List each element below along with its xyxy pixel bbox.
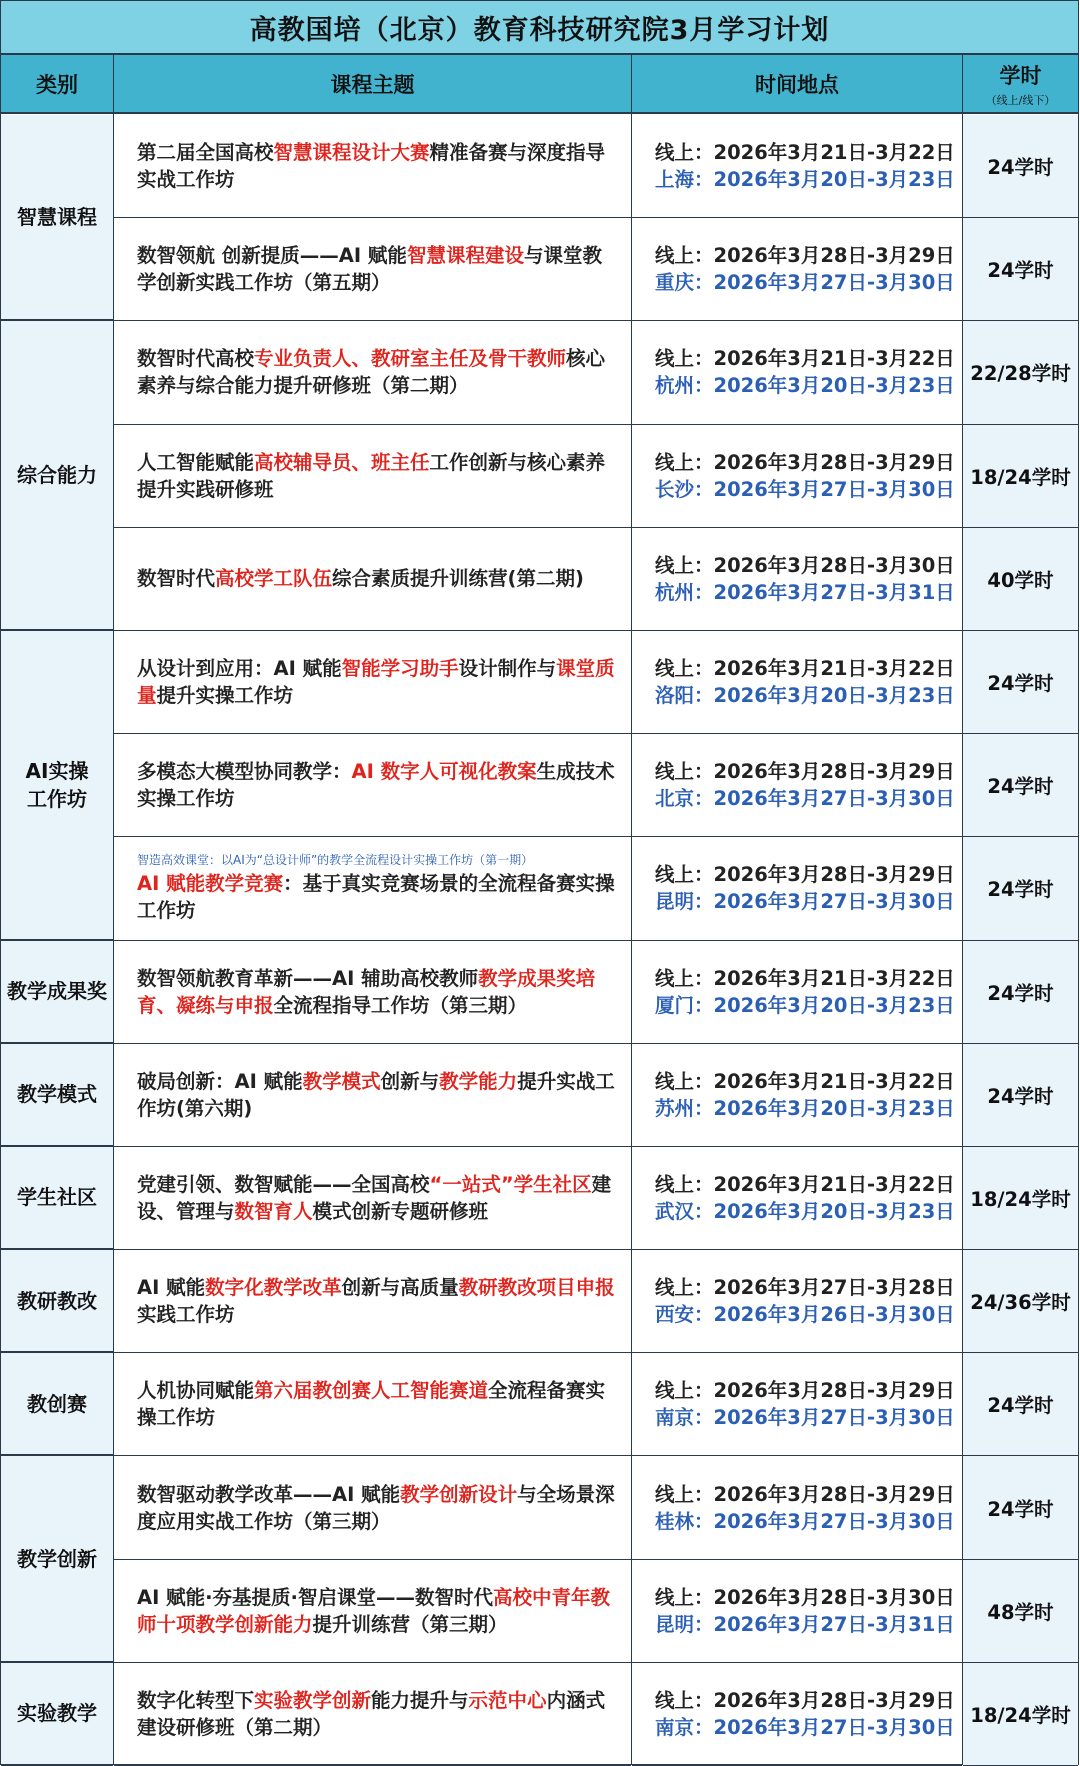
topic-highlight: 智能学习助手 [341,657,459,681]
time-place-cell [632,528,962,631]
category-label: 教学创新 [17,1546,97,1571]
header-time-place-label: 时间地点 [755,72,839,97]
header-category-label: 类别 [36,72,78,97]
hours-cell [963,631,1078,734]
topic-highlight: 智慧课程设计大赛 [273,141,430,165]
hours-cell [963,218,1078,321]
topic-highlight: AI 赋能教学竞赛 [137,872,284,896]
online-dates: 线上：2026年3月28日-3月29日 [655,863,955,887]
topic-text: 数智领航 创新提质——AI 赋能 [137,244,407,268]
online-dates: 线上：2026年3月21日-3月22日 [655,657,955,681]
time-place-cell [632,218,962,321]
header-category [1,55,113,114]
topic-text: 工作创新与核心素养提升实践研修班 [137,450,606,501]
category-cell [1,1353,113,1456]
topic-highlight: 教研教改项目申报 [458,1276,615,1300]
online-dates: 线上：2026年3月21日-3月22日 [655,966,955,990]
category-cell [1,1663,113,1766]
topic-text: AI 赋能·夯基提质·智启课堂——数智时代 [137,1585,493,1609]
hours-value: 24学时 [987,672,1054,696]
category-cell [1,1147,113,1250]
topic-text: 创新与高质量 [341,1276,459,1300]
online-dates: 线上：2026年3月28日-3月30日 [655,553,955,577]
course-note: 智造高效课堂：以AI为“总设计师”的教学全流程设计实操工作坊（第一期） [137,853,534,868]
header-topic [114,55,631,114]
hours-cell [963,1147,1078,1250]
time-place-cell [632,321,962,424]
topic-highlight: AI 数字人可视化教案 [351,760,537,784]
offline-location-dates: 长沙：2026年3月27日-3月30日 [655,477,955,501]
topic-text: 模式创新专题研修班 [312,1199,489,1223]
category-label: 教学成果奖 [7,979,107,1004]
online-dates: 线上：2026年3月28日-3月30日 [655,1585,955,1609]
category-label: 教学模式 [17,1082,97,1107]
course-topic-cell [114,1456,631,1559]
category-label: 教研教改 [17,1288,97,1313]
topic-highlight: 专业负责人、教研室主任及骨干教师 [254,347,567,371]
online-dates: 线上：2026年3月28日-3月29日 [655,1379,955,1403]
topic-highlight: 高校中青年教师十项教学创新能力 [137,1585,610,1636]
hours-value: 24学时 [987,1394,1054,1418]
topic-text: 与全场景深度应用实战工作坊（第三期） [137,1482,615,1533]
hours-cell [963,1456,1078,1559]
course-topic-cell [114,218,631,321]
course-topic [137,1481,617,1535]
course-topic-cell [114,1147,631,1250]
topic-text: 党建引领、数智赋能——全国高校 [137,1172,430,1196]
category-label: 学生社区 [17,1185,97,1210]
course-topic [137,565,617,592]
topic-highlight: 课堂质量 [137,657,615,708]
online-dates: 线上：2026年3月21日-3月22日 [655,1069,955,1093]
header-hours-sublabel: （线上/线下） [985,93,1056,107]
course-topic-cell [114,115,631,218]
course-topic [137,1584,617,1638]
hours-value: 18/24学时 [970,465,1071,489]
online-dates: 线上：2026年3月28日-3月29日 [655,1482,955,1506]
offline-location-dates: 厦门：2026年3月20日-3月23日 [655,993,955,1017]
category-cell [1,321,113,631]
course-topic-cell [114,321,631,424]
category-cell [1,631,113,941]
topic-text: 多模态大模型协同教学： [137,760,352,784]
course-topic [137,1171,617,1225]
course-topic [137,139,617,193]
course-topic [137,345,617,399]
time-place-cell [632,837,962,940]
category-cell [1,1456,113,1662]
offline-location-dates: 重庆：2026年3月27日-3月30日 [655,271,955,295]
offline-location-dates: 苏州：2026年3月20日-3月23日 [655,1096,955,1120]
hours-value: 24学时 [987,775,1054,799]
hours-cell [963,425,1078,528]
hours-value: 24学时 [987,156,1054,180]
topic-highlight: 数字化教学改革 [205,1276,342,1300]
offline-location-dates: 北京：2026年3月27日-3月30日 [655,787,955,811]
header-topic-label: 课程主题 [330,72,415,97]
topic-text: 建设、管理与 [137,1172,612,1223]
offline-location-dates: 南京：2026年3月27日-3月30日 [655,1715,955,1739]
hours-cell [963,528,1078,631]
time-place-cell [632,1044,962,1147]
topic-text: 从设计到应用：AI 赋能 [137,657,342,681]
time-place-cell [632,631,962,734]
topic-text: 设计制作与 [458,657,557,681]
online-dates: 线上：2026年3月28日-3月29日 [655,1688,955,1712]
topic-text: 精准备赛与深度指导实战工作坊 [137,141,606,192]
topic-text: 实践工作坊 [137,1303,235,1327]
course-topic-cell [114,528,631,631]
course-topic-cell [114,1044,631,1147]
hours-cell [963,1353,1078,1456]
topic-highlight: 高校学工队伍 [215,567,333,591]
online-dates: 线上：2026年3月21日-3月22日 [655,347,955,371]
category-label: AI实操工作坊 [25,758,89,811]
topic-text: 内涵式建设研修班（第二期） [137,1688,606,1739]
course-topic [137,1687,617,1741]
course-topic [137,655,617,709]
hours-value: 24/36学时 [970,1291,1071,1315]
hours-value: 22/28学时 [970,362,1071,386]
course-topic-cell [114,425,631,528]
topic-text: 生成技术实操工作坊 [137,760,615,811]
hours-value: 40学时 [987,568,1054,592]
course-topic [137,242,617,296]
hours-value: 24学时 [987,878,1054,902]
offline-location-dates: 桂林：2026年3月27日-3月30日 [655,1509,955,1533]
category-label: 实验教学 [17,1701,97,1726]
course-topic-cell [114,1353,631,1456]
course-topic-cell [114,631,631,734]
offline-location-dates: 昆明：2026年3月27日-3月31日 [655,1612,955,1636]
topic-text: 提升实操工作坊 [156,684,294,708]
hours-value: 24学时 [987,1084,1054,1108]
topic-highlight: 教学成果奖培育、凝练与申报 [137,966,596,1017]
topic-highlight: 数智育人 [234,1199,313,1223]
topic-text: 核心素养与综合能力提升研修班（第二期） [137,347,606,398]
offline-location-dates: 洛阳：2026年3月20日-3月23日 [655,684,955,708]
hours-value: 48学时 [987,1600,1054,1624]
online-dates: 线上：2026年3月27日-3月28日 [655,1276,955,1300]
course-topic [137,870,617,924]
column-divider [962,55,963,1765]
topic-text: AI 赋能 [137,1276,206,1300]
category-cell [1,941,113,1044]
topic-text: 人工智能赋能 [137,450,255,474]
header-hours-label: 学时 [999,63,1042,88]
time-place-cell [632,1456,962,1559]
offline-location-dates: 昆明：2026年3月27日-3月30日 [655,890,955,914]
topic-text: 数智领航教育革新——AI 辅助高校教师 [137,966,479,990]
hours-cell [963,115,1078,218]
hours-cell [963,837,1078,940]
online-dates: 线上：2026年3月21日-3月22日 [655,1172,955,1196]
header-time-place [632,55,962,114]
online-dates: 线上：2026年3月21日-3月22日 [655,141,955,165]
offline-location-dates: 杭州：2026年3月20日-3月23日 [655,374,955,398]
hours-cell [963,321,1078,424]
topic-text: 能力提升与 [371,1688,469,1712]
category-label: 教创赛 [27,1391,87,1416]
time-place-cell [632,115,962,218]
course-topic-cell [114,1663,631,1766]
page-title: 高教国培（北京）教育科技研究院3月学习计划 [1,1,1078,55]
hours-cell [963,1560,1078,1663]
topic-text: ：基于真实竞赛场景的全流程备赛实操工作坊 [137,872,615,923]
topic-text: 全流程备赛实操工作坊 [137,1379,606,1430]
time-place-cell [632,1663,962,1766]
course-topic [137,1068,617,1122]
offline-location-dates: 武汉：2026年3月20日-3月23日 [655,1199,955,1223]
hours-value: 18/24学时 [970,1703,1071,1727]
topic-highlight: 教学模式 [302,1069,381,1093]
hours-value: 24学时 [987,259,1054,283]
topic-text: 第二届全国高校 [137,141,274,165]
topic-text: 提升实战工作坊(第六期) [137,1069,615,1120]
topic-highlight: 实验教学创新 [254,1688,372,1712]
online-dates: 线上：2026年3月28日-3月29日 [655,760,955,784]
topic-text: 破局创新：AI 赋能 [137,1069,303,1093]
offline-location-dates: 南京：2026年3月27日-3月30日 [655,1406,955,1430]
topic-text: 数智驱动教学改革——AI 赋能 [137,1482,401,1506]
course-topic-cell [114,941,631,1044]
topic-text: 数智时代高校 [137,347,255,371]
time-place-cell [632,734,962,837]
course-topic-cell [114,1250,631,1353]
column-divider [113,55,114,1765]
offline-location-dates: 杭州：2026年3月27日-3月31日 [655,580,955,604]
course-topic-cell [114,837,631,940]
hours-cell [963,1044,1078,1147]
online-dates: 线上：2026年3月28日-3月29日 [655,450,955,474]
hours-cell [963,1250,1078,1353]
time-place-cell [632,1250,962,1353]
course-topic [137,1377,617,1431]
hours-cell [963,1663,1078,1766]
topic-text: 综合素质提升训练营(第二期) [332,567,584,591]
topic-highlight: “一站式”学生社区 [429,1172,592,1196]
time-place-cell [632,1147,962,1250]
category-cell [1,1250,113,1353]
hours-value: 24学时 [987,1497,1054,1521]
topic-highlight: 教学能力 [439,1069,518,1093]
time-place-cell [632,1353,962,1456]
topic-text: 数智时代 [137,567,216,591]
online-dates: 线上：2026年3月28日-3月29日 [655,244,955,268]
topic-text: 提升训练营（第三期） [312,1612,508,1636]
category-label: 智慧课程 [17,205,97,230]
hours-cell [963,734,1078,837]
time-place-cell [632,1560,962,1663]
topic-text: 全流程指导工作坊（第三期） [273,993,528,1017]
time-place-cell [632,425,962,528]
topic-text: 与课堂教学创新实践工作坊（第五期） [137,244,602,295]
topic-highlight: 高校辅导员、班主任 [254,450,430,474]
header-hours [963,55,1078,114]
hours-value: 18/24学时 [970,1187,1071,1211]
hours-cell [963,941,1078,1044]
course-topic [137,1274,617,1328]
course-topic [137,449,617,503]
topic-text: 人机协同赋能 [137,1379,255,1403]
topic-highlight: 智慧课程建设 [406,244,524,268]
offline-location-dates: 西安：2026年3月26日-3月30日 [655,1303,955,1327]
course-topic-cell [114,734,631,837]
hours-value: 24学时 [987,981,1054,1005]
category-cell [1,115,113,321]
topic-text: 创新与 [380,1069,440,1093]
course-topic-cell [114,1560,631,1663]
course-topic [137,965,617,1019]
category-cell [1,1044,113,1147]
time-place-cell [632,941,962,1044]
topic-highlight: 示范中心 [468,1688,547,1712]
course-topic [137,758,617,812]
topic-text: 数字化转型下 [137,1688,255,1712]
topic-highlight: 教学创新设计 [400,1482,518,1506]
category-label: 综合能力 [17,463,97,488]
offline-location-dates: 上海：2026年3月20日-3月23日 [655,168,955,192]
topic-highlight: 第六届教创赛人工智能赛道 [254,1379,489,1403]
column-divider [631,55,632,1765]
